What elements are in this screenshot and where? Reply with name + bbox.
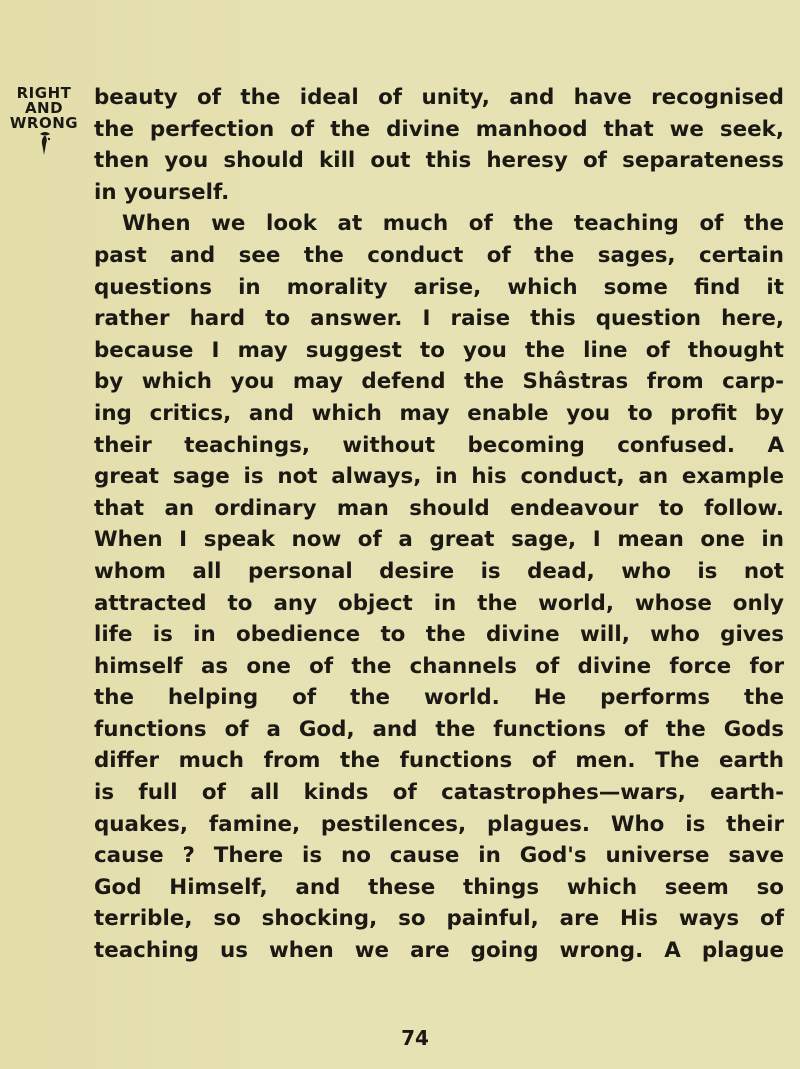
running-head-line-1: RIGHT AND (16, 84, 72, 117)
text-line: the helping of the world. He performs the (94, 685, 784, 711)
text-line: great sage is not always, in his conduct, an example (94, 464, 784, 490)
text-line: past and see the conduct of the sages, certain (94, 242, 784, 268)
text-line: beauty of the ideal of unity, and have recognised (94, 85, 784, 110)
text-line: functions of a God, and the functions of the Gods (94, 716, 784, 742)
text-line: When we look at much of the teaching of the (122, 211, 784, 237)
text-line: quakes, famine, pestilences, plagues. Who is their (94, 811, 784, 837)
text-line: then you should kill out this heresy of separateness (94, 148, 784, 174)
text-line: life is in obedience to the divine will, who gives (94, 622, 784, 648)
page-number: 74 (401, 1026, 429, 1050)
text-line: God Himself, and these things which seem so (94, 874, 784, 900)
text-line: their teachings, without becoming confused. A (94, 432, 784, 458)
running-head-line-2: WRONG (9, 114, 79, 132)
text-line: ing critics, and which may enable you to profit by (94, 400, 784, 426)
text-line: rather hard to answer. I raise this question here, (94, 306, 784, 332)
text-line: the perfection of the divine manhood that we seek, (94, 116, 784, 142)
text-line: attracted to any object in the world, whose only (94, 590, 784, 616)
body-text (94, 82, 784, 967)
text-line: because I may suggest to you the line of thought (94, 337, 784, 363)
text-line: terrible, so shocking, so painful, are His ways of (94, 906, 784, 932)
text-line: whom all personal desire is dead, who is not (94, 558, 784, 584)
text-line: questions in morality arise, which some find it (94, 274, 784, 300)
text-line: by which you may defend the Shâstras from carp- (94, 369, 784, 395)
text-line: is full of all kinds of catastrophes—wars, earth- (94, 780, 784, 806)
text-line: himself as one of the channels of divine force for (94, 653, 784, 679)
text-line: cause ? There is no cause in God's universe save (94, 843, 784, 869)
text-line: that an ordinary man should endeavour to follow. (94, 495, 784, 521)
running-head (6, 86, 82, 131)
text-line: teaching us when we are going wrong. A plague (94, 938, 784, 964)
fleuron-icon (37, 130, 53, 156)
text-line: When I speak now of a great sage, I mean one in (94, 527, 784, 553)
text-line: differ much from the functions of men. The earth (94, 748, 784, 774)
text-line: in yourself. (94, 179, 230, 205)
